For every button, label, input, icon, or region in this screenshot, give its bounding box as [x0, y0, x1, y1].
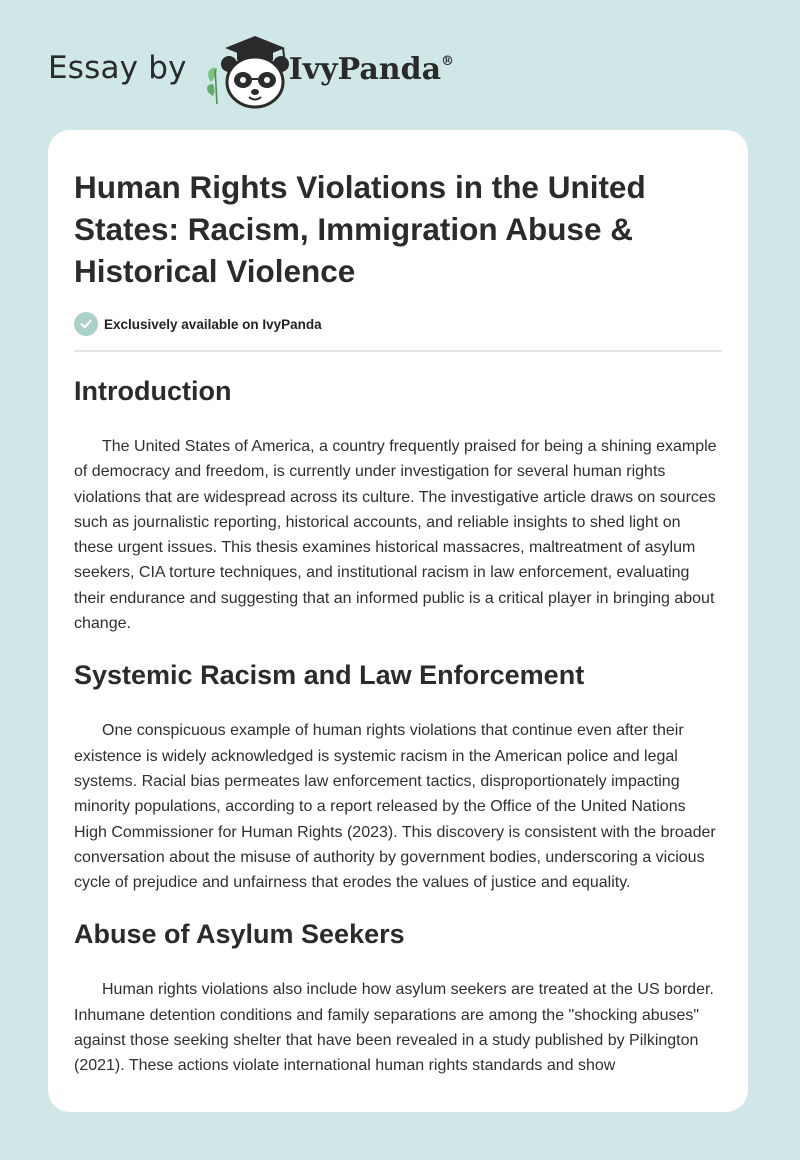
essay-card	[48, 130, 748, 1112]
checkmark-icon	[74, 312, 98, 336]
section-asylum-seekers	[74, 917, 722, 1078]
section-heading: Systemic Racism and Law Enforcement	[74, 660, 585, 691]
registered-mark: ®	[441, 53, 455, 69]
section-systemic-racism	[74, 658, 722, 895]
panda-logo-icon	[203, 34, 293, 110]
site-header	[48, 34, 454, 110]
section-introduction	[74, 374, 722, 636]
divider	[74, 350, 722, 352]
exclusive-badge	[74, 312, 722, 336]
section-paragraph: One conspicuous example of human rights violations that continue even after their existence is widely acknowledged is systemic racism in the American police and legal systems. Racial bias permeates law enforcement tactics, disproportionately impacting minority populations, according to a report released by the Office of the United Nations High Commissioner for Human Rights (2023). This discovery is consistent with the broader conversation about the misuse of authority by government bodies, underscoring a vicious cycle of prejudice and unfairness that erodes the values of justice and equality.	[74, 722, 716, 892]
brand-name: IvyPanda®	[288, 51, 455, 87]
section-heading: Abuse of Asylum Seekers	[74, 919, 405, 950]
badge-label: Exclusively available on IvyPanda	[104, 316, 322, 332]
section-paragraph: Human rights violations also include how asylum seekers are treated at the US border. Inhumane detention conditions and family separations are among the "shocking abuses" against those seeking shelter that have been revealed in a study published by Pilkington (2021). These actions violate international human rights standards and show	[74, 981, 714, 1075]
section-paragraph: The United States of America, a country frequently praised for being a shining example of democracy and freedom, is currently under investigation for several human rights violations that are widespread across its culture. The investigative article draws on sources such as journalistic reporting, historical accounts, and reliable insights to shed light on these urgent issues. This thesis examines historical massacres, maltreatment of asylum seekers, CIA torture techniques, and institutional racism in law enforcement, evaluating their endurance and suggesting that an informed public is a critical player in bringing about change.	[74, 438, 717, 633]
brand-prefix: Essay by	[48, 50, 187, 86]
essay-title: Human Rights Violations in the United States: Racism, Immigration Abuse & Historical Violence	[74, 169, 646, 289]
ivypanda-logo-link[interactable]	[203, 34, 454, 110]
section-heading: Introduction	[74, 376, 232, 406]
